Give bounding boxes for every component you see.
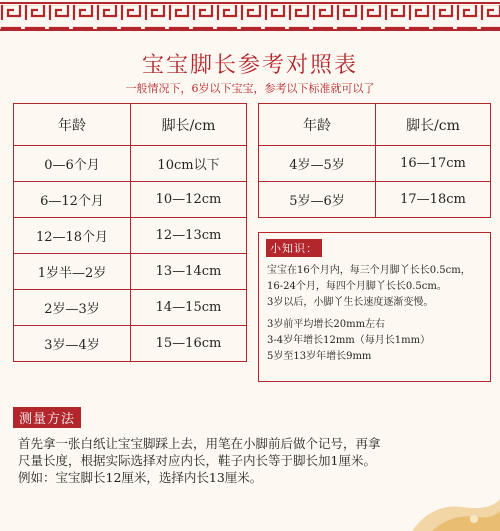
page-title: 宝宝脚长参考对照表 [141, 53, 358, 78]
table-row [14, 254, 247, 290]
left-size-table [13, 103, 247, 362]
header-age: 年龄 [259, 104, 376, 146]
page-subtitle: 一般情况下，6岁以下宝宝，参考以下标准就可以了 [125, 82, 375, 95]
cell-length: 13—14cm [131, 254, 247, 290]
method-body [18, 435, 493, 486]
header-age: 年龄 [14, 104, 131, 146]
cell-length: 15—16cm [131, 326, 247, 362]
table-row [259, 146, 491, 182]
method-header: 测量方法 [13, 407, 81, 428]
cell-length: 12—13cm [131, 218, 247, 254]
table-row [14, 326, 247, 362]
table-row [14, 182, 247, 218]
cell-length: 17—18cm [376, 182, 491, 218]
header-foot-length: 脚长/cm [131, 104, 247, 146]
cell-length: 14—15cm [131, 290, 247, 326]
table-header-row [259, 104, 491, 146]
cell-length: 16—17cm [376, 146, 491, 182]
cell-age: 0—6个月 [14, 146, 131, 182]
method-line: 首先拿一张白纸让宝宝脚踩上去，用笔在小脚前后做个记号，再拿 [18, 436, 381, 451]
decorative-corner-icon [402, 497, 500, 531]
tips-header: 小知识： [266, 239, 322, 257]
tips-line: 宝宝在16个月内，每三个月脚丫长长0.5cm， [267, 265, 471, 276]
tips-line: 5岁至13岁年增长9mm [267, 351, 372, 362]
tips-line: 3-4岁年增长12mm（每月长1mm） [267, 335, 431, 346]
tips-box [258, 232, 491, 382]
table-row [259, 182, 491, 218]
tips-line: 3岁前平均增长20mm左右 [267, 319, 386, 330]
table-row [14, 146, 247, 182]
cell-age: 2岁—3岁 [14, 290, 131, 326]
cell-age: 4岁—5岁 [259, 146, 376, 182]
table-row [14, 290, 247, 326]
cell-age: 12—18个月 [14, 218, 131, 254]
cell-age: 6—12个月 [14, 182, 131, 218]
method-line: 尺量长度，根据实际选择对应内长，鞋子内长等于脚长加1厘米。 [18, 453, 376, 468]
method-line: 例如：宝宝脚长12厘米，选择内长13厘米。 [18, 470, 263, 485]
cell-age: 5岁—6岁 [259, 182, 376, 218]
cell-length: 10cm以下 [131, 146, 247, 182]
tips-line: 16-24个月，每四个月脚丫长长0.5cm。 [267, 281, 447, 292]
greek-key-border [0, 0, 500, 32]
greek-key-pattern [0, 0, 500, 32]
table-row [14, 218, 247, 254]
table-header-row [14, 104, 247, 146]
tips-line: 3岁以后，小脚丫生长速度逐渐变慢。 [267, 297, 434, 308]
cell-age: 1岁半—2岁 [14, 254, 131, 290]
tips-body [267, 263, 487, 365]
cell-length: 10—12cm [131, 182, 247, 218]
right-size-table [258, 103, 491, 218]
cell-age: 3岁—4岁 [14, 326, 131, 362]
header-foot-length: 脚长/cm [376, 104, 491, 146]
